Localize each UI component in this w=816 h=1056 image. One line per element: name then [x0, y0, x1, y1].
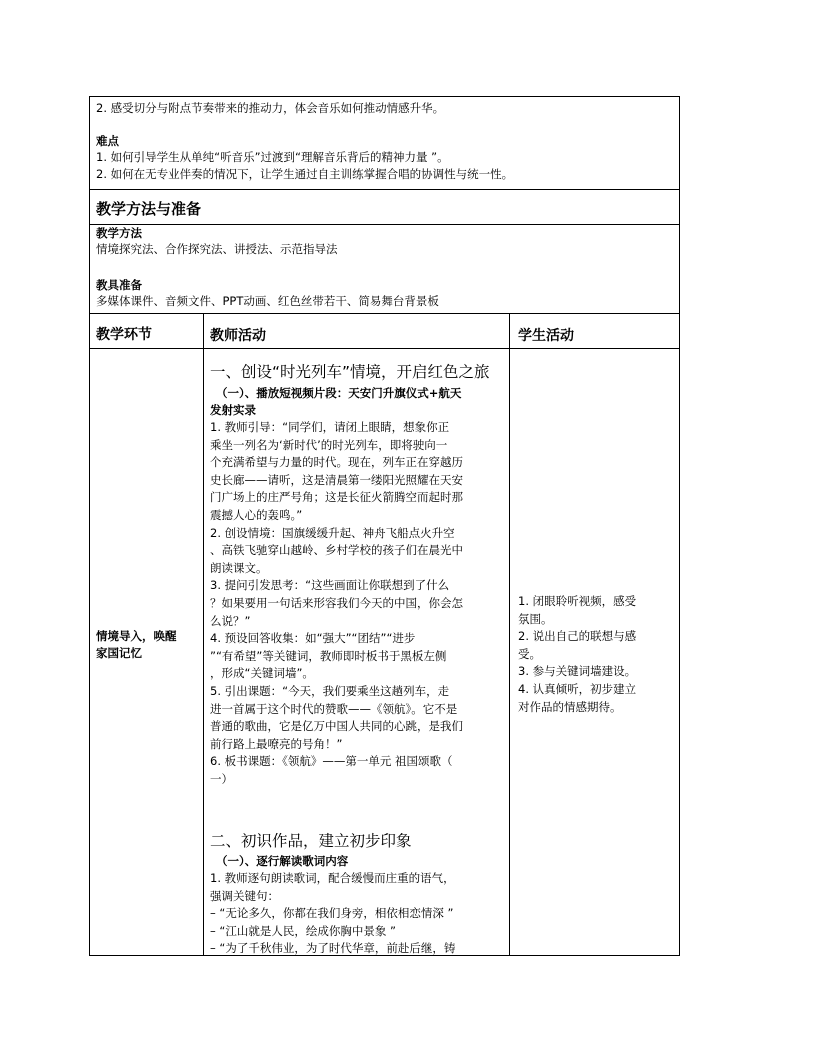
stage-label: 家国记忆 [96, 646, 142, 660]
col-divider [509, 313, 510, 955]
method-title: 教学方法 [96, 226, 142, 240]
teacher-line: 普通的歌曲，它是亿万中国人共同的心跳，是我们 [210, 719, 463, 734]
student-line: 3. 参与关键词墙建设。 [518, 664, 637, 679]
student-line: 对作品的情感期待。 [518, 699, 622, 714]
teacher-line: 强调关键句： [210, 888, 279, 903]
teacher-line: 1. 教师逐句朗读歌词，配合缓慢而庄重的语气， [210, 871, 455, 885]
row-divider [90, 224, 679, 225]
teacher-line: – “江山就是人民，绘成你胸中景象 ” [210, 923, 396, 938]
col-header-student: 学生活动 [518, 328, 574, 344]
teacher-line: 进一首属于这个时代的赞歌——《领航》。它不是 [210, 701, 458, 716]
lesson-plan-table [89, 96, 680, 956]
col-divider [203, 313, 204, 955]
teacher-activity-text [210, 419, 463, 788]
teacher-line: – “为了千秋伟业，为了时代华章，前赴后继，铸 [210, 941, 456, 956]
teacher-line: 么说？” [210, 613, 251, 628]
row-divider [90, 348, 679, 349]
teacher-line: 门广场上的庄严号角；这是长征火箭腾空而起时那 [210, 490, 463, 505]
teacher-line: 史长廊——请听，这是清晨第一缕阳光照耀在天安 [210, 472, 463, 487]
method-text: 情境探究法、合作探究法、讲授法、示范指导法 [96, 242, 338, 256]
part-title: 二、初识作品，建立初步印象 [210, 832, 412, 850]
teacher-line: 朗读课文。 [210, 560, 268, 575]
student-line: 氛围。 [518, 611, 553, 626]
teacher-line: – “无论多久，你都在我们身旁，相依相恋情深 ” [210, 906, 454, 921]
tools-title: 教具准备 [96, 278, 142, 292]
col-header-teacher: 教师活动 [210, 328, 266, 344]
student-line: 4. 认真倾听，初步建立 [518, 681, 637, 696]
teacher-line: 震撼人心的轰鸣。” [210, 507, 303, 522]
teacher-line: 6. 板书课题：《领航》——第一单元 祖国颂歌（ [210, 754, 453, 769]
col-header-stage: 教学环节 [96, 327, 152, 343]
part-subtitle: （一）、逐行解读歌词内容 [216, 854, 349, 868]
teacher-line: ”“有希望”等关键词，教师即时板书于黑板左侧 [210, 648, 447, 663]
teacher-line: 个充满希望与力量的时代。现在，列车正在穿越历 [210, 455, 463, 470]
teacher-line: ？如果要用一句话来形容我们今天的中国，你会怎 [210, 595, 463, 610]
teacher-line: 5. 引出课题：“今天，我们要乘坐这趟列车，走 [210, 683, 450, 698]
teacher-line: 3. 提问引发思考：“这些画面让你联想到了什么 [210, 578, 450, 593]
row-divider [90, 189, 679, 190]
part-title: 一、创设“时光列车”情境，开启红色之旅 [210, 363, 490, 381]
teacher-line: 2. 创设情境：国旗缓缓升起、神舟飞船点火升空 [210, 525, 455, 540]
row-divider [90, 313, 679, 314]
teacher-line: 一） [210, 771, 233, 786]
difficulty-item: 1. 如何引导学生从单纯“听音乐”过渡到“理解音乐背后的精神力量 ”。 [96, 150, 449, 164]
part-subtitle: （一）、播放短视频片段：天安门升旗仪式+航天 [216, 386, 462, 400]
teacher-line: 前行路上最嘹亮的号角！” [210, 736, 343, 751]
teacher-line: ，形成“关键词墙”。 [210, 666, 314, 681]
section-title: 教学方法与准备 [96, 200, 202, 218]
student-activity-text [518, 593, 636, 716]
objective-line: 2. 感受切分与附点节奏带来的推动力，体会音乐如何推动情感升华。 [96, 101, 445, 115]
teacher-line: 、高铁飞驰穿山越岭、乡村学校的孩子们在晨光中 [210, 543, 463, 558]
student-line: 1. 闭眼聆听视频，感受 [518, 594, 637, 608]
student-line: 受。 [518, 646, 541, 661]
part-subtitle: 发射实录 [210, 403, 256, 417]
student-line: 2. 说出自己的联想与感 [518, 629, 637, 644]
difficulty-title: 难点 [96, 134, 119, 148]
teacher-activity-text [210, 870, 455, 958]
tools-text: 多媒体课件、音频文件、PPT动画、红色丝带若干、简易舞台背景板 [96, 294, 439, 308]
teacher-line: 4. 预设回答收集：如“强大”“团结”“进步 [210, 631, 416, 646]
difficulty-item: 2. 如何在无专业伴奏的情况下，让学生通过自主训练掌握合唱的协调性与统一性。 [96, 167, 514, 181]
stage-label: 情境导入，唤醒 [96, 629, 177, 643]
teacher-line: 乘坐一列名为‘新时代’的时光列车，即将驶向一 [210, 437, 448, 452]
teacher-line: 1. 教师引导：“同学们，请闭上眼睛，想象你正 [210, 420, 450, 434]
